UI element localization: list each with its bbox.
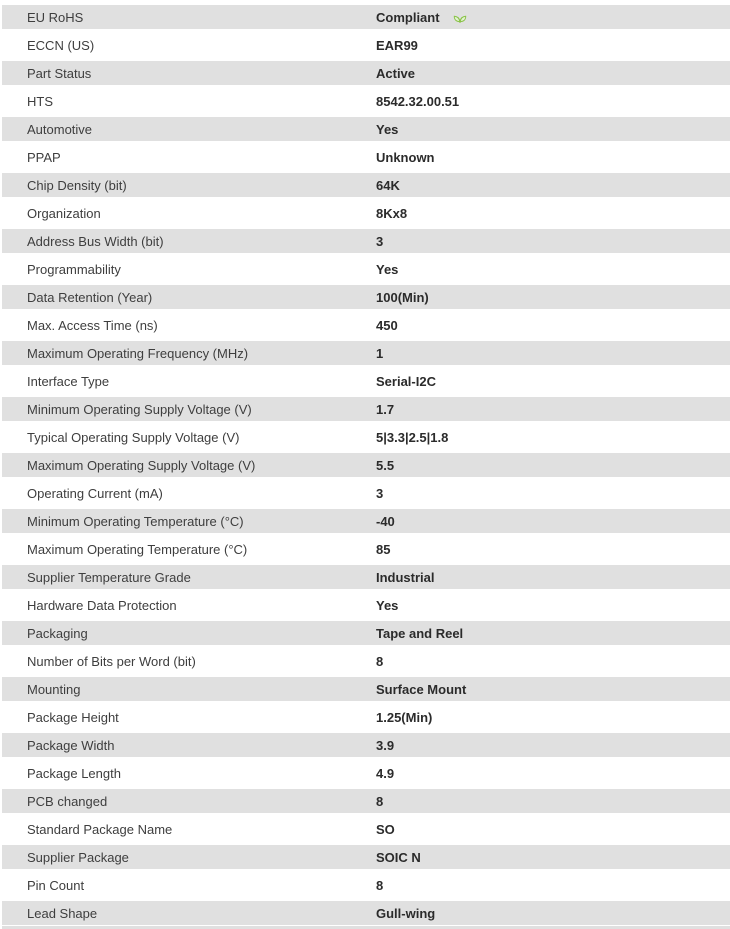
spec-row <box>2 171 730 199</box>
spec-row <box>2 479 730 507</box>
spec-value <box>376 38 730 53</box>
spec-value-text: 4.9 <box>376 765 395 781</box>
spec-value-text: Compliant <box>376 9 440 25</box>
spec-row <box>2 507 730 535</box>
spec-value-text: 3 <box>376 485 384 501</box>
leaf-icon <box>453 11 467 24</box>
spec-value <box>376 766 730 781</box>
spec-value-text: 8Kx8 <box>376 205 408 221</box>
spec-value <box>376 318 730 333</box>
spec-value <box>376 486 730 501</box>
spec-row <box>2 59 730 87</box>
spec-label: Address Bus Width (bit) <box>27 233 164 249</box>
spec-label: Standard Package Name <box>27 821 173 837</box>
spec-value-text: Gull-wing <box>376 905 436 921</box>
spec-value-text: EAR99 <box>376 37 418 53</box>
spec-row <box>2 395 730 423</box>
spec-value <box>376 906 730 921</box>
spec-value-text: 64K <box>376 177 400 193</box>
spec-value-text: 5.5 <box>376 457 395 473</box>
spec-value-text: Unknown <box>376 149 435 165</box>
spec-value <box>376 878 730 893</box>
spec-value <box>376 626 730 641</box>
spec-value-text: 8542.32.00.51 <box>376 93 460 109</box>
spec-label: Supplier Temperature Grade <box>27 569 191 585</box>
spec-label: Number of Bits per Word (bit) <box>27 653 196 669</box>
spec-value <box>376 122 730 137</box>
spec-value-text: 5|3.3|2.5|1.8 <box>376 429 449 445</box>
spec-value <box>376 374 730 389</box>
spec-row <box>2 87 730 115</box>
spec-label: Chip Density (bit) <box>27 177 127 193</box>
spec-value <box>376 738 730 753</box>
spec-row <box>2 843 730 871</box>
spec-label: PPAP <box>27 149 61 165</box>
spec-label: Minimum Operating Temperature (°C) <box>27 513 244 529</box>
spec-row <box>2 3 730 31</box>
spec-value-text: 1.7 <box>376 401 395 417</box>
spec-label: Pin Count <box>27 877 85 893</box>
spec-row <box>2 619 730 647</box>
spec-label: Package Length <box>27 765 121 781</box>
spec-label: Operating Current (mA) <box>27 485 163 501</box>
spec-value-text: 100(Min) <box>376 289 429 305</box>
spec-label: Maximum Operating Frequency (MHz) <box>27 345 249 361</box>
spec-label: Maximum Operating Temperature (°C) <box>27 541 248 557</box>
spec-value-text: 85 <box>376 541 391 557</box>
spec-label: EU RoHS <box>27 9 84 25</box>
spec-label: Lead Shape <box>27 905 98 921</box>
spec-value <box>376 234 730 249</box>
spec-row <box>2 115 730 143</box>
spec-value <box>376 402 730 417</box>
spec-value <box>376 178 730 193</box>
spec-row <box>2 759 730 787</box>
spec-label: Hardware Data Protection <box>27 597 177 613</box>
spec-row <box>2 563 730 591</box>
spec-value-text: 8 <box>376 653 384 669</box>
spec-value-text: 3.9 <box>376 737 395 753</box>
spec-value-text: Serial-I2C <box>376 373 436 389</box>
spec-value <box>376 570 730 585</box>
spec-value <box>376 66 730 81</box>
spec-label: HTS <box>27 93 53 109</box>
spec-value-text: 1 <box>376 345 384 361</box>
spec-label: Part Status <box>27 65 92 81</box>
spec-value-text: Surface Mount <box>376 681 467 697</box>
spec-value <box>376 458 730 473</box>
spec-value-text: Active <box>376 65 416 81</box>
spec-label: Packaging <box>27 625 88 641</box>
spec-value-text: SO <box>376 821 395 837</box>
spec-value <box>376 682 730 697</box>
spec-row <box>2 311 730 339</box>
spec-value <box>376 710 730 725</box>
spec-value <box>376 514 730 529</box>
spec-value-text: 8 <box>376 877 384 893</box>
spec-row <box>2 339 730 367</box>
spec-label: Mounting <box>27 681 81 697</box>
spec-label: Supplier Package <box>27 849 129 865</box>
spec-value <box>376 346 730 361</box>
spec-row <box>2 815 730 843</box>
spec-row <box>2 423 730 451</box>
spec-value <box>376 290 730 305</box>
spec-row <box>2 899 730 927</box>
spec-row <box>2 647 730 675</box>
spec-label: PCB changed <box>27 793 108 809</box>
spec-row <box>2 591 730 619</box>
spec-label: Minimum Operating Supply Voltage (V) <box>27 401 252 417</box>
spec-value-text: Yes <box>376 597 399 613</box>
spec-row <box>2 143 730 171</box>
spec-row <box>2 367 730 395</box>
spec-label: Package Width <box>27 737 115 753</box>
spec-row <box>2 731 730 759</box>
spec-value-text: 1.25(Min) <box>376 709 433 725</box>
spec-value-text: Yes <box>376 261 399 277</box>
spec-value <box>376 822 730 837</box>
spec-value <box>376 794 730 809</box>
spec-value-text: 8 <box>376 793 384 809</box>
spec-row <box>2 675 730 703</box>
spec-row <box>2 255 730 283</box>
spec-value <box>376 850 730 865</box>
spec-value-text: SOIC N <box>376 849 421 865</box>
spec-value <box>376 150 730 165</box>
spec-label: Organization <box>27 205 101 221</box>
spec-table <box>2 0 730 927</box>
spec-value-text: 450 <box>376 317 398 333</box>
spec-label: Programmability <box>27 261 121 277</box>
spec-value-text: Tape and Reel <box>376 625 464 641</box>
spec-row <box>2 199 730 227</box>
spec-value <box>376 430 730 445</box>
spec-label: Maximum Operating Supply Voltage (V) <box>27 457 256 473</box>
spec-value <box>376 206 730 221</box>
spec-label: Interface Type <box>27 373 110 389</box>
spec-value-text: -40 <box>376 513 395 529</box>
spec-label: ECCN (US) <box>27 37 95 53</box>
spec-label: Typical Operating Supply Voltage (V) <box>27 429 240 445</box>
spec-value <box>376 542 730 557</box>
spec-value <box>376 598 730 613</box>
spec-row <box>2 451 730 479</box>
spec-row <box>2 283 730 311</box>
spec-label: Max. Access Time (ns) <box>27 317 158 333</box>
spec-row <box>2 871 730 899</box>
spec-label: Data Retention (Year) <box>27 289 153 305</box>
spec-row <box>2 787 730 815</box>
spec-label: Automotive <box>27 121 93 137</box>
spec-value-text: Industrial <box>376 569 435 585</box>
spec-label: Package Height <box>27 709 119 725</box>
spec-row <box>2 703 730 731</box>
spec-row <box>2 535 730 563</box>
spec-value <box>376 262 730 277</box>
spec-row <box>2 227 730 255</box>
spec-row <box>2 31 730 59</box>
spec-value-text: Yes <box>376 121 399 137</box>
spec-value <box>376 10 730 25</box>
spec-value-text: 3 <box>376 233 384 249</box>
spec-value <box>376 94 730 109</box>
spec-value <box>376 654 730 669</box>
